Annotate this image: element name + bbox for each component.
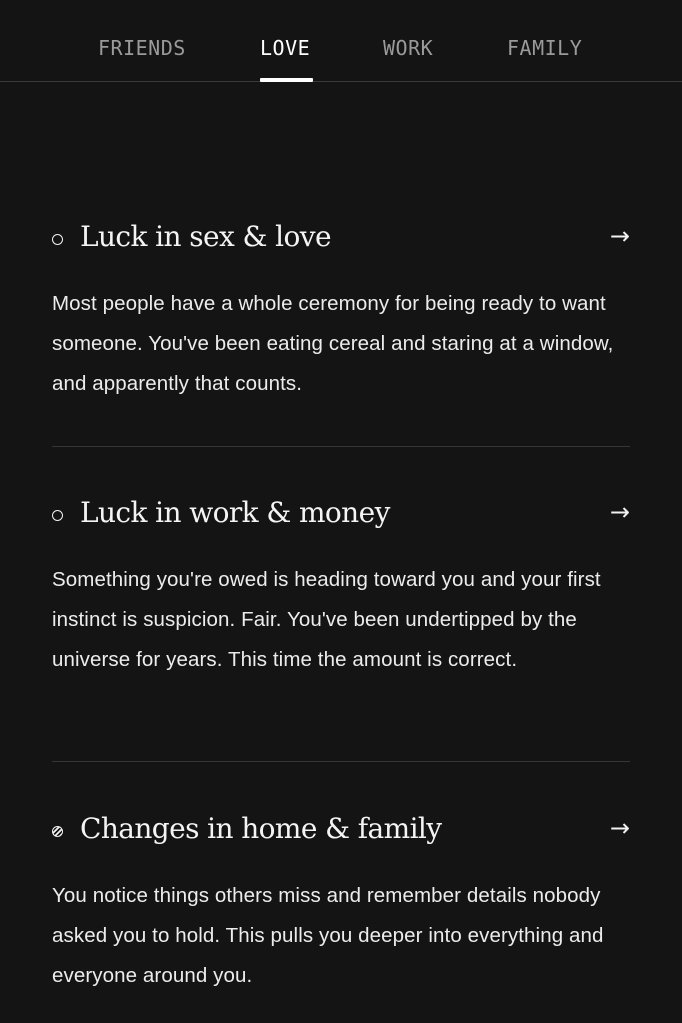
arrow-right-icon[interactable]: → xyxy=(609,498,630,526)
divider xyxy=(52,446,630,447)
tab-family[interactable]: FAMILY xyxy=(507,36,583,60)
horoscope-section-love xyxy=(52,218,630,404)
circle-outline-icon xyxy=(52,234,63,245)
divider xyxy=(52,761,630,762)
tab-work[interactable]: WORK xyxy=(383,36,434,60)
section-body: Something you're owed is heading toward you and your first instinct is suspicion. Fair. You've been undertipped by the universe for years. This time the amount is correct. xyxy=(52,568,601,671)
section-title: Changes in home & family xyxy=(80,812,442,845)
section-header[interactable] xyxy=(52,494,630,538)
section-body: Most people have a whole ceremony for being ready to want someone. You've been eating cereal and staring at a window, and apparently that counts. xyxy=(52,292,614,395)
section-title: Luck in sex & love xyxy=(80,220,331,253)
tab-friends[interactable]: FRIENDS xyxy=(98,36,186,60)
hatched-circle-icon xyxy=(52,826,63,837)
horoscope-section-work xyxy=(52,494,630,680)
section-title: Luck in work & money xyxy=(80,496,390,529)
section-header[interactable] xyxy=(52,218,630,262)
arrow-right-icon[interactable]: → xyxy=(609,222,630,250)
active-tab-indicator xyxy=(260,78,313,82)
section-body: You notice things others miss and remember details nobody asked you to hold. This pulls you deeper into everything and everyone around you. xyxy=(52,884,604,987)
arrow-right-icon[interactable]: → xyxy=(609,814,630,842)
tab-love[interactable]: LOVE xyxy=(260,36,311,60)
section-header[interactable] xyxy=(52,810,630,854)
category-tab-bar xyxy=(0,0,682,82)
horoscope-section-family xyxy=(52,810,630,996)
circle-outline-icon xyxy=(52,510,63,521)
